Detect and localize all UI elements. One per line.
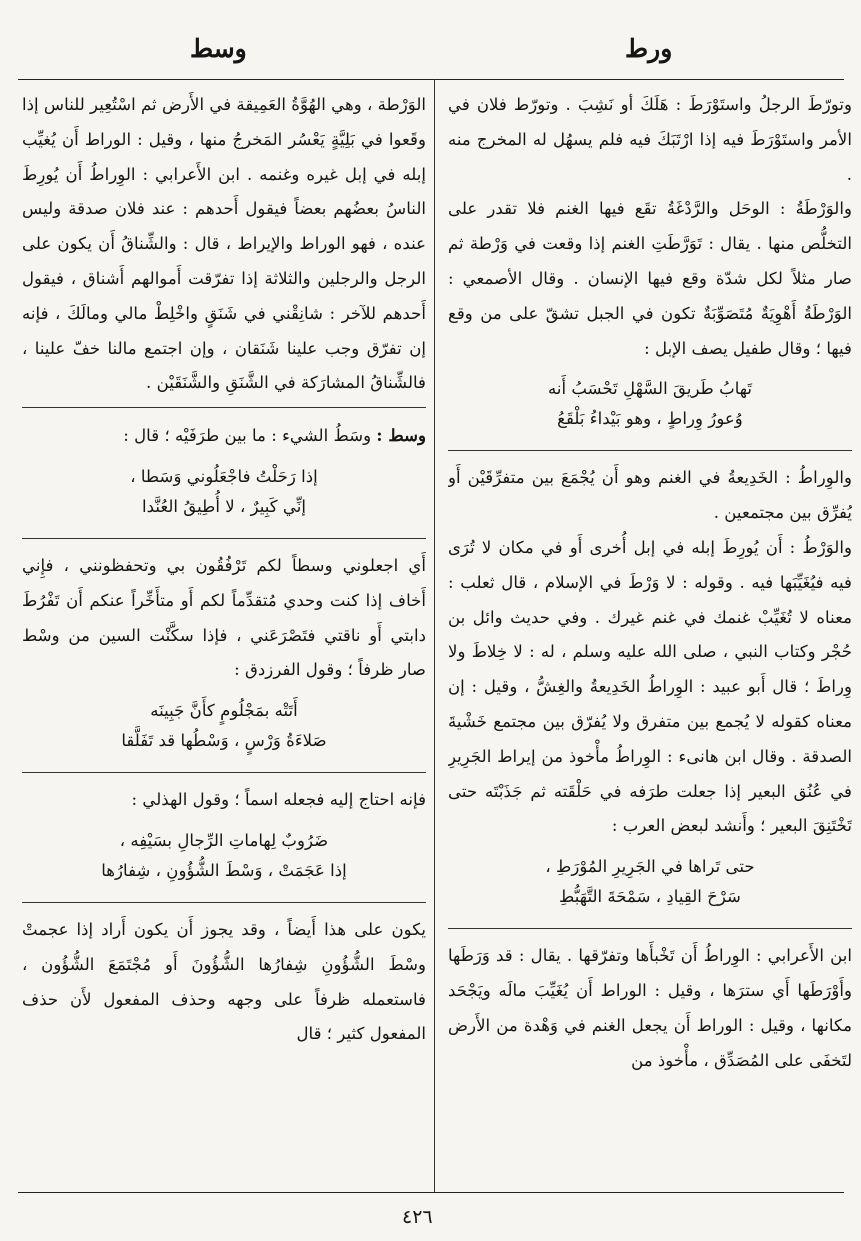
paragraph (22, 418, 426, 454)
bottom-rule (18, 1192, 844, 1193)
paragraph: أَي اجعلوني وسطاً لكم تَرْفُقُون بي وتحفظونني ، فإِني أَخاف إذا كنت وحدي مُتقدِّماً لكم أَو متأَخِّراً عنكم أَن تَفْرُطَ دابتي أَو ناقتي فتَصْرَعَني ، فإذا سكَّنْت السين من وسْط صار ظرفاً ؛ وقول الفرزدق : (22, 555, 426, 680)
right-column (448, 88, 852, 1188)
page-number: ٤٢٦ (402, 1206, 433, 1228)
section-rule (22, 772, 426, 773)
paragraph: والوَرْطَةُ : الوحَل والرَّدْغَةُ تقَع فيها الغنم فلا تقدر على التخلُّص منها . يقال : تَوَرَّطَتِ الغنم إذا وقعت في وَرْطة ثم صار مثلاً لكل شدّة وقع فيها الإنسان . وقال الأصمعي : الوَرْطَةُ أَهْوِيَةٌ مُتَصَوِّبَةٌ تكون في الجبل تشقّ على من وقع فيها ؛ وقال طفيل يصف الإبل : (448, 199, 852, 358)
paragraph: والوِراطُ : الخَدِيعةُ في الغنم وهو أَن يُجْمَعَ بين متفرِّقَيْن أَو يُفرِّق بين مجتمعين . (448, 468, 852, 523)
section-rule (448, 928, 852, 929)
left-column (22, 88, 426, 1188)
section-rule (22, 407, 426, 408)
verse (22, 818, 426, 896)
paragraph: يكون على هذا أَيضاً ، وقد يجوز أَن يكون أَراد إذا عجمتْ وسْطَ الشُّؤُونِ شِفارُها الشُّؤُونَ أَو مُجْتَمَعَ الشُّؤُون ، فاستعمله ظرفاً على وجهه وحذف المفعول لأَن حذف المفعول كثير ؛ قال (22, 919, 426, 1044)
verse (22, 688, 426, 766)
paragraph: ابن الأَعرابي : الوِراطُ أَن تَخْبأَها وتفرّقها . يقال : قد وَرَطَها وأَوْرَطَها أَي سترَها ، وقيل : الوراط أَن يُغَيِّبَ مالَه ويَجْحَد مكانها ، وقيل : الوراط أَن يجعل الغنم في وَهْدة من الأَرض لتَخفَى على المُصَدِّق ، مأْخوذ من (448, 946, 852, 1070)
verse-line: إذا عَجَمَتْ ، وَسْطَ الشُّؤُونِ ، شِفارُها (101, 860, 347, 880)
verse (22, 454, 426, 532)
paragraph-text: وسَطُ الشيء : ما بين طرَفَيْه ؛ قال : (123, 426, 372, 446)
verse (448, 366, 852, 444)
verse (448, 844, 852, 922)
verse-line: صَلاءَةُ وَرْسٍ ، وَسْطُها قد تَفَلَّقا (121, 731, 327, 751)
paragraph: والوَرْطُ : أَن يُورِطَ إبله في إبل أُخرى أَو في مكان لا تُرَى فيه فيُغَيِّبَها فيه . وقوله : لا وَرْطَ في الإسلام ، قال ثعلب : معناه لا تُغَيِّبْ غنمك في غنم غيرك . وفي حديث وائل بن حُجْر وكتاب النبي ، صلى الله عليه وسلم ، له : لا خِلاطَ ولا وِراطَ ؛ قال أَبو عبيد : الوِراطُ الخَدِيعةُ والغِشُّ ، وقيل : إن معناه كقوله لا يُجمع بين متفرق ولا يُفرّق بين مجتمع خَشْيةَ الصدقة . وقال ابن هانىء : الوِراطُ مأْخوذ من إيراط الجَرِيرِ في عُنُق البعير إذا جعلت طرَفه في حَلْقَته ثم جَذَبْتَه حتى تَخْتَنِقَ البعير ؛ وأَنشد لبعض العرب : (448, 537, 852, 836)
verse-line: وُعورُ وِراطٍ ، وهو بَيْداءُ بَلْقَعُ (557, 409, 743, 429)
header-root-word-right: ورط (625, 34, 673, 63)
column-divider (434, 79, 435, 1192)
verse-line: سَرْحَ القِيادِ ، سَمْحَةَ التَّهَبُّطِ (559, 887, 741, 907)
section-rule (448, 450, 852, 451)
verse-line: تَهابُ طَريقَ السَّهْلِ تَحْسَبُ أَنه (547, 379, 753, 399)
paragraph: الوَرْطة ، وهي الهُوَّةُ العَمِيقة في الأَرض ثم اسْتُعِير للناس إذا وقَعوا في بَلِيَّةٍ يَعْسُر المَخرجُ منها ، وقيل : الوراط أَن يُغيِّب إبله في إبل غيره وغنمه . ابن الأَعرابي : الوِراطُ أَن يُورِطَ الناسُ بعضُهم بعضاً فيقول أَحدهم : عند فلان صدقة وليس عنده ، فهو الوراط والإيراط ، قال : والشِّناقُ أَن يكون على الرجل والرجلين والثلاثة إذا تفرّقت أَموالهم أَشناق ، فيقول أَحدهم للآخر : شانِقْني في شَنَقٍ واخْلِطْ مالي ومالَكَ ، فإنه إن تفرّق وجب علينا شَنَقان ، وإن اجتمع مالنا خفّ علينا ، فالشِّناقُ المشارَكة في الشَّنَقِ والشَّنَقَيْن . (22, 95, 426, 393)
verse-line: ضَرُوبٌ لِهاماتِ الرِّجالِ بسَيْفِه ، (119, 830, 329, 850)
top-rule (18, 79, 844, 80)
section-rule (22, 538, 426, 539)
paragraph: وتورّطَ الرجلُ واستَوْرَطَ : هَلَكَ أو نَشِبَ . وتورّط فلان في الأمر واستَوْرَطَ فيه إذا ارْتَبَكَ فيه فلم يسهُل له المخرج منه . (448, 95, 852, 184)
section-rule (22, 902, 426, 903)
header-root-word-left: وسط (190, 34, 247, 63)
paragraph: فإنه احتاج إليه فجعله اسماً ؛ وقول الهذلي : (131, 790, 426, 810)
entry-headword: وسط : (376, 425, 426, 446)
verse-line: أَتَتْه بمَجْلُومٍ كأَنَّ جَبِينَه (150, 701, 298, 721)
verse-line: إنِّي كَبِيرٌ ، لا أُطِيقُ العُنَّدا (142, 496, 306, 516)
verse-line: حتى تَراها في الجَرِيرِ المُوْرَطِ ، (545, 857, 755, 877)
verse-line: إذا رَحَلْتُ فاجْعَلُوني وَسَطا ، (130, 466, 318, 486)
